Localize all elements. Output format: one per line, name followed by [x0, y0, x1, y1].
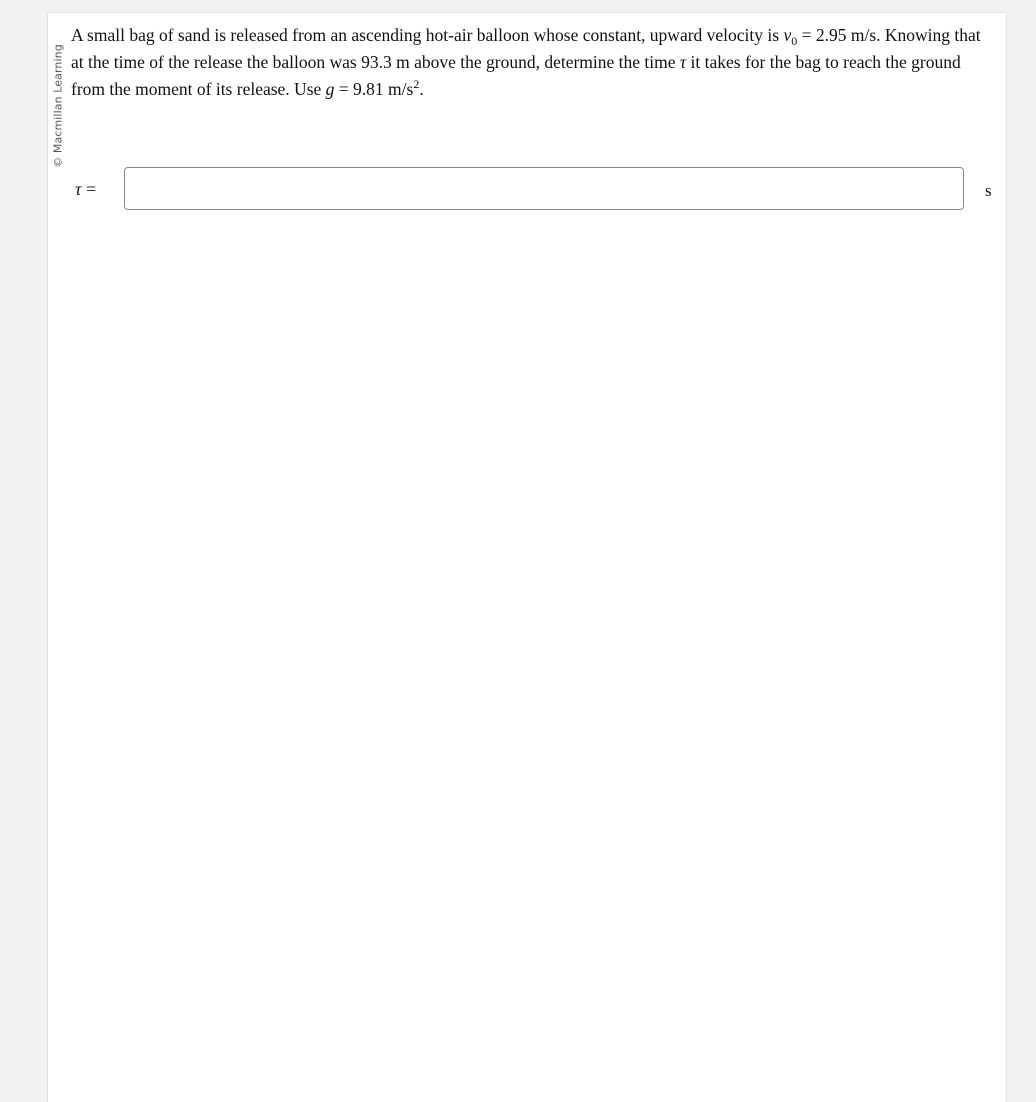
answer-equals: = [81, 179, 97, 199]
gravity-symbol: g [325, 79, 335, 99]
answer-unit: s [985, 181, 992, 200]
copyright-notice [49, 37, 67, 175]
question-ending: . [419, 79, 424, 99]
velocity-symbol: v [783, 25, 792, 45]
question-card [47, 12, 1007, 1102]
velocity-value: = 2.95 m/s. Knowing that at the time of the release the balloon was 93.3 m above the ground, determine the time [71, 25, 981, 72]
answer-tau-symbol: τ [75, 179, 82, 199]
velocity-subscript: 0 [791, 34, 798, 48]
question-part1: A small bag of sand is released from an ascending hot-air balloon whose constant, upward velocity is [71, 25, 784, 45]
gravity-value: = 9.81 m/s [334, 79, 414, 99]
question-text [71, 22, 991, 103]
tau-symbol: τ [679, 52, 687, 72]
answer-input[interactable] [124, 167, 964, 210]
answer-label [75, 179, 96, 200]
gravity-exponent: 2 [413, 77, 420, 91]
question-part2: it takes for the bag to reach the ground from the moment of its release. Use [71, 52, 961, 99]
copyright-text: © Macmillan Learning [51, 44, 65, 168]
